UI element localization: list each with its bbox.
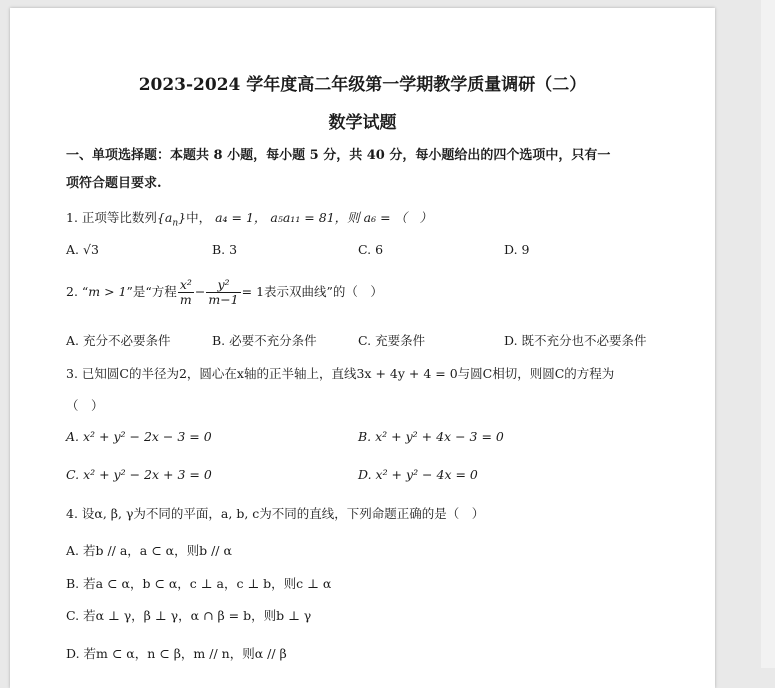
q2-prefix: 2. “ — [66, 284, 89, 299]
q4-option-d: D. 若m ⊂ α，n ⊂ β，m // n，则α // β — [66, 646, 287, 661]
q1-option-b: B. 3 — [212, 242, 238, 257]
q2-option-d: D. 既不充分也不必要条件 — [504, 333, 647, 348]
q2-mid: ”是“方程 — [126, 284, 177, 299]
q2-condition: m > 1 — [88, 284, 127, 299]
viewer-scrollbar[interactable] — [761, 0, 775, 668]
q2-option-a: A. 充分不必要条件 — [66, 333, 171, 348]
question-1-stem — [66, 208, 432, 229]
q1-cond2: a₅a₁₁ = 81，则 — [270, 210, 360, 225]
q3-option-b: B. x² + y² + 4x − 3 = 0 — [358, 429, 504, 444]
q1-option-c: C. 6 — [358, 242, 384, 257]
q2-frac1-den: m — [179, 292, 192, 307]
question-2-stem — [66, 278, 383, 307]
q1-option-d: D. 9 — [504, 242, 530, 257]
q3-option-d: D. x² + y² − 4x = 0 — [358, 467, 478, 482]
q1-seq-sub: n — [172, 218, 179, 229]
question-3-stem-line2: （ ） — [66, 398, 104, 413]
q3-option-a: A. x² + y² − 2x − 3 = 0 — [66, 429, 212, 444]
q2-fraction-2 — [206, 278, 240, 307]
q1-mid: 中， — [186, 210, 212, 225]
q2-suffix: = 1表示双曲线”的（ ） — [241, 284, 383, 299]
section-heading-line2: 项符合题目要求. — [66, 176, 162, 191]
q1-seq — [156, 210, 187, 229]
document-page — [10, 8, 715, 688]
q1-prefix: 1. 正项等比数列 — [66, 210, 157, 225]
q3-option-c: C. x² + y² − 2x + 3 = 0 — [66, 467, 212, 482]
q1-cond1: a₄ = 1， — [215, 210, 267, 225]
q2-option-c: C. 充要条件 — [358, 333, 426, 348]
q2-frac1-num: x² — [179, 277, 192, 292]
exam-subtitle: 数学试题 — [328, 113, 397, 133]
q1-seq-close: } — [178, 210, 187, 225]
question-3-stem-line1: 3. 已知圆C的半径为2，圆心在x轴的正半轴上，直线3x + 4y + 4 = 0与圆C相切，则圆C的方程为 — [66, 366, 615, 381]
q4-option-b: B. 若a ⊂ α，b ⊂ α，c ⊥ a，c ⊥ b，则c ⊥ α — [66, 576, 332, 591]
q2-minus: − — [194, 284, 206, 299]
q1-seq-open: {a — [156, 210, 173, 225]
q1-option-a: A. √3 — [66, 242, 99, 257]
q2-option-b: B. 必要不充分条件 — [212, 333, 317, 348]
q2-frac2-den: m−1 — [208, 292, 239, 307]
q4-option-a: A. 若b // a，a ⊂ α，则b // α — [66, 543, 232, 558]
q1-ask: a₆ = （ ） — [363, 210, 433, 225]
section-heading-line1: 一、单项选择题：本题共 8 小题，每小题 5 分，共 40 分，每小题给出的四个选项中，只有一 — [66, 148, 611, 163]
exam-title: 2023-2024 学年度高二年级第一学期教学质量调研（二） — [138, 75, 587, 95]
q4-option-c: C. 若α ⊥ γ，β ⊥ γ，α ∩ β = b，则b ⊥ γ — [66, 608, 312, 623]
question-4-stem: 4. 设α, β, γ为不同的平面，a, b, c为不同的直线，下列命题正确的是（ ） — [66, 506, 485, 521]
q2-fraction-1 — [178, 278, 194, 307]
q2-frac2-num: y² — [206, 278, 240, 293]
